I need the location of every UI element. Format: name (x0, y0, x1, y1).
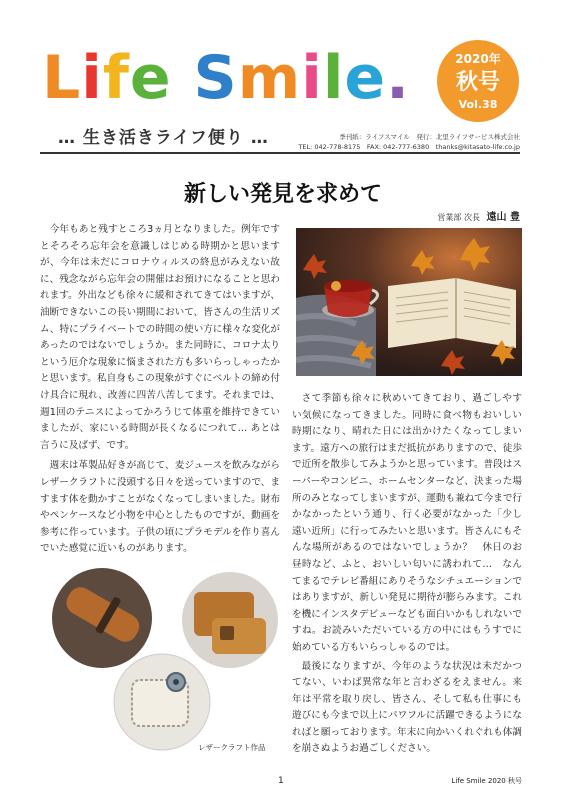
leather-craft-illustration (44, 562, 280, 752)
leather-craft-photos (44, 562, 280, 752)
logo (42, 38, 410, 118)
article-paragraph: 最後になりますが、今年のような状況は未だかつてない、いわば異常な年と言わざるをえません。来年は平常を取り戻し、皆さん、そして私も仕事にも遊びにも今まで以上にパワフルに活躍できるようになればと願っております。年末に向かいくれぐれも体調を崩さぬようお過ごしください。 (292, 660, 522, 755)
publisher-info: 季刊紙：ライフスマイル 発行：北里ライフサービス株式会社 (339, 133, 520, 141)
logo-letter: L (42, 43, 82, 113)
logo-letter: . (386, 43, 410, 113)
photo-caption: レザークラフト作品 (198, 743, 266, 752)
logo-letter: S (193, 43, 238, 113)
logo-letter: l (322, 43, 345, 113)
header-divider (40, 152, 520, 154)
autumn-tea-illustration (296, 228, 522, 376)
page-number: 1 (278, 776, 284, 786)
author-name: 遠山 豊 (486, 212, 520, 223)
article-paragraph: 今年もあと残すところ3ヵ月となりました。例年ですとそろそろ忘年会を意識しはじめる時期かと思いますが、今年は未だにコロナウィルスの終息がみえない故に、残念ながら忘年会の開催はお預けになることと思われます。外出なども徐々に緩和されてきてはいますが、油断できないこの長い期間において、皆さんの生活リズム、特にプライベートでの時間の使い方に様々な変化があったのではないでしょうか。また同時に、コロナ太りという厄介な現象に悩まされた方も多いらっしゃったかと思います。私自身もこの現象がすぐにベルトの締め付け具合に現れ、改善に四苦八苦してます。それまでは、週1回のテニスによってかろうじて体重を維持できていましたが、家にいる時間が長くなるにつれて… あとは言うに及ばず、です。 (40, 224, 280, 451)
issue-year: 2020年 (455, 52, 501, 66)
article-title: 新しい発見を求めて (183, 181, 382, 207)
article-column-left (40, 222, 280, 558)
issue-badge (437, 40, 519, 122)
autumn-tea-photo (296, 228, 522, 376)
article-author (330, 208, 520, 223)
logo-letter: m (237, 43, 302, 113)
logo-letter: i (301, 43, 323, 113)
logo-letter: i (81, 43, 103, 113)
issue-volume: Vol.38 (458, 98, 498, 111)
footer-issue: Life Smile 2020 秋号 (451, 777, 522, 785)
logo-letter (172, 38, 194, 118)
issue-season: 秋号 (455, 70, 500, 95)
logo-letter: f (102, 43, 130, 113)
author-role: 営業部 次長 (437, 213, 480, 222)
subtitle: … 生き活きライフ便り … (58, 128, 269, 148)
article-column-right (292, 391, 522, 758)
article-paragraph: さて季節も徐々に秋めいてきており、過ごしやすい気候になってきました。同時に食べ物もおいしい時期になり、晴れた日には出かけたくなってしまいます。遠方への旅行はまだ抵抗がありますので、徒歩で近所を散歩してみようかと思っています。普段はスーパーやコンビニ、ホームセンターなど、決まった場所のみとなってしまいますが、運動も兼ねて今まで行かなかったという通り、行く必要がなかった「少し遠い近所」に行ってみたいと思います。皆さんにもそんな場所があるのではないでしょうか？ 休日のお昼時など、ふと、おいしい匂いに誘われて… なんてまるでテレビ番組にありそうなシチュエーションではありますが、新しい発見に期待が膨らみます。これを機にインスタデビューなども面白いかもしれないですね。お読みいただいている方の中にはもうすでに始めている方もいらっしゃるのでは。 (292, 393, 523, 653)
article-paragraph: 週末は革製品好きが高じて、麦ジュースを飲みながらレザークラフトに没頭する日々を送っていますので、ますます体を動かすことがなくなってしまいました。財布やペンケースなど小物を中心としたものですが、動画を参考に作っています。子供の頃にプラモデルを作り喜んでいた感覚に近いものがあります。 (40, 460, 280, 555)
contact-info: TEL: 042-778-8175 FAX: 042-777-6380 thanks@kitasato-life.co.jp (298, 143, 520, 151)
logo-letter: e (344, 43, 387, 113)
logo-letter: e (129, 43, 172, 113)
